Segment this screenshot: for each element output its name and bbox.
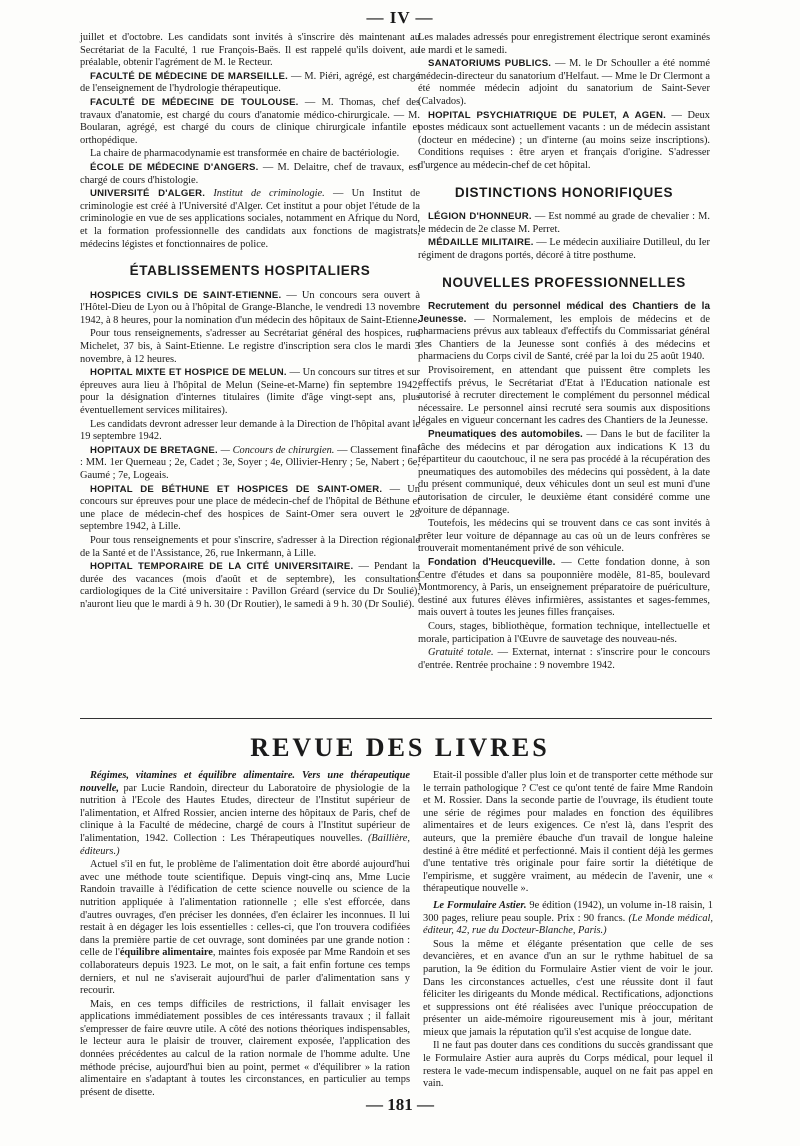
book-title: Régimes, vitamines et équilibre alimentaire. Vers une thérapeutique nouvelle,	[80, 770, 410, 794]
notice-heading: UNIVERSITÉ D'ALGER.	[90, 188, 206, 200]
paragraph: juillet et d'octobre. Les candidats sont invités à s'inscrire dès maintenant au Secrétariat de la Faculté, 1 rue François-Baës. Il est rappelé qu'ils doivent, au préalable, obtenir l'agrément de M. le Recteur.	[80, 32, 420, 69]
paragraph: Toutefois, les médecins qui se trouvent dans ce cas sont invités à prêter leur voiture de dépannage au cas où un de leurs confrères se trouverait momentanément privé de son véhicule.	[418, 518, 710, 555]
notice-subtitle: — Concours de chirurgien.	[217, 444, 335, 456]
notice-alger	[80, 188, 420, 251]
notice-body: — Un concours sera ouvert à l'Hôtel-Dieu de Lyon ou à l'hôpital de Grange-Blanche, le vendredi 13 novembre 1942, à 8 heures, pour la nomination d'un médecin des hôpitaux de Saint-Etienne.	[80, 289, 420, 326]
review-column-left	[80, 770, 410, 1100]
section-title-nouvelles: NOUVELLES PROFESSIONNELLES	[442, 274, 686, 290]
notice-heading: HOPITAUX DE BRETAGNE.	[90, 444, 218, 456]
notice-heading: ÉCOLE DE MÉDECINE D'ANGERS.	[90, 161, 259, 173]
notice-heading: FACULTÉ DE MÉDECINE DE MARSEILLE.	[90, 70, 288, 82]
notice-recrutement	[418, 301, 710, 364]
review-paragraph: Mais, en ces temps difficiles de restrictions, il fallait envisager les applications immédiatement possibles de ces intéressants travaux ; il fallait s'empresser de faire œuvre utile. A côté des notions théoriques indispensables, le lecteur aura le plaisir de trouver, clairement exposée, l'application des données précédentes au calcul de la ration normale de l'homme adulte. Une méthode précise, aujourd'hui bien au point, permet « d'équilibrer » la ration alimentaire en s'adaptant à toutes les circonstances, en particulier au temps présent de disette.	[80, 998, 410, 1098]
notice-bretagne	[80, 445, 420, 483]
notice-sanatoriums	[418, 58, 710, 108]
book-description: 9e édition (1942), un volume in-18 raisin, 1 300 pages, reliure peau souple. Prix : 90 francs.	[423, 899, 713, 924]
notice-body: — Pendant la durée des vacances (mois d'août et de septembre), les consultations cardiologiques de la Cité universitaire : Pavillon Gréard (service du Dr Soulié), n'auront lieu que le mardi à 9 h. 30 (Dr Routier), le samedi à 9 h. 30 (Dr Soulié).	[80, 561, 420, 610]
notice-cite	[80, 561, 420, 611]
revue-des-livres-title: REVUE DES LIVRES	[250, 733, 550, 762]
section-divider	[80, 718, 712, 719]
paragraph: Les malades adressés pour enregistrement électrique seront examinés le mardi et le samedi.	[418, 32, 710, 56]
notice-marseille	[80, 71, 420, 96]
review-text: Actuel s'il en fut, le problème de l'alimentation doit être abordé aujourd'hui avec une méthode toute scientifique. Depuis vingt-cinq ans, Mme Lucie Randoin travaille à l'édification de cette science nouvelle ou science de la nutrition appliquée à l'alimentation rationnelle ; elle s'est efforcée, dans d'autres ouvrages, d'en préciser les données, d'en éclairer les inconnues. Il lui restait à en dégager les lois essentielles : celles-ci, que l'on trouvera codifiées dans la première partie de cet ouvrage, sont dominées par une grande notion : celle de l'	[80, 859, 410, 959]
notice-body: — M. Piéri, agrégé, est chargé de l'enseignement de l'hydrologie thérapeutique.	[80, 70, 420, 95]
section-title-distinctions: DISTINCTIONS HONORIFIQUES	[454, 184, 674, 200]
column-right	[418, 32, 710, 673]
paragraph: Les candidats devront adresser leur demande à la Direction de l'hôpital avant le 19 septembre 1942.	[80, 418, 420, 443]
review-column-right	[423, 770, 713, 1092]
notice-subtitle: Institut de criminologie.	[205, 188, 325, 200]
notice-heading: HOSPICES CIVILS DE SAINT-ETIENNE.	[90, 289, 282, 301]
review-paragraph: Etait-il possible d'aller plus loin et de transporter cette méthode sur le terrain pathologique ? C'est ce qu'ont tenté de faire Mme Randoin et M. Rossier. Dans la seconde partie de l'ouvrage, ils étudient toute une série de régimes pour malades en fonction des équilibres alimentaires et de leurs exigences. Ce n'est là, dans l'esprit des auteurs, que la première ébauche d'un travail de longue haleine destiné à être médité et perfectionné. Mais il contient déjà les germes d'une tentative très originale pour faire sortir la diététique de l'empirisme, et suggère vraiment, au médecin de l'avenir, une « thérapeutique nouvelle ».	[423, 770, 713, 895]
notice-medaille	[418, 237, 710, 262]
paragraph: La chaire de pharmacodynamie est transformée en chaire de bactériologie.	[90, 148, 400, 160]
notice-body: — Classement final : MM. 1er Querneau ; 2e, Cadet ; 3e, Soyer ; 4e, Ollivier-Henry ; 5e, Nabert ; 6e, Gaumé ; 7e, Logeais.	[80, 444, 420, 481]
review-paragraph: Il ne faut pas douter dans ces conditions du succès grandissant que le Formulaire Astier aura auprès du Corps médical, pour lequel il restera le vade-mecum indispensable, auquel on ne fait pas appel en vain.	[423, 1040, 713, 1090]
review-paragraph: Sous la même et élégante présentation que celle de ses devancières, et en avance d'un an sur le rythme habituel de sa parution, la 9e édition du Formulaire Astier vient de voir le jour. Dans les circonstances actuelles, c'est une réussite dont il faut féliciter les dirigeants du Monde médical. Rectifications, adjonctions et suppressions ont été réalisées avec l'unique préoccupation de présenter un aide-mémoire rigoureusement mis à jour, méritant mieux que jamais la réputation qu'il s'est acquise de longue date.	[423, 938, 713, 1038]
notice-pulet	[418, 110, 710, 173]
notice-body: — Un Institut de criminologie est créé à l'Université d'Alger. Cet institut a pour objet l'étude de la criminologie en vue de ses applications sociales, notamment en Afrique du Nord, et la formation professionnelle des candidats aux fonctions de magistrats, médecins légistes et fonctionnaires de police.	[80, 188, 420, 250]
notice-body: — Dans le but de faciliter la tâche des médecins et par dérogation aux indications K 13 du répartiteur du caoutchouc, il ne sera pas procédé à la récupération des pneumatiques des automobiles des médecins qui possèdent, à la date du présent communiqué, deux véhicules dont un seul est muni d'une autorisation de circuler, le deuxième étant considéré comme une voiture de dépannage.	[418, 429, 710, 516]
column-left	[80, 32, 420, 613]
book-publisher: (Le Monde médical, éditeur, 42, rue du Docteur-Blanche, Paris.)	[423, 912, 713, 937]
notice-body: — Externat, internat : s'inscrire pour le concours d'entrée. Rentrée prochaine : 9 novembre 1942.	[418, 647, 710, 671]
notice-legion	[418, 211, 710, 236]
notice-heucqueville	[418, 557, 710, 620]
notice-heading: FACULTÉ DE MÉDECINE DE TOULOUSE.	[90, 96, 299, 108]
book-authors: par Lucie Randoin, directeur du Laboratoire de physiologie de la nutrition à l'Ecole des Hautes Etudes, directeur de l'Institut supérieur de l'alimentation, et Alfred Rossier, ancien interne des hôpitaux de Paris, chef de clinique à la Faculté de médecine, chargé de cours à l'Institut supérieur de l'alimentation, 1942. Collection : Les Thérapeutiques nouvelles.	[80, 782, 410, 844]
review-text: , maintes fois exposée par Mme Randoin et ses collaborateurs depuis 1923. Le mot, on le sait, a fait enfin fortune ces temps derniers, et nul ne s'aviserait aujourd'hui de parler d'alimentation sans y recourir.	[80, 947, 410, 997]
book-entry-randoin	[80, 770, 410, 858]
notice-st-etienne	[80, 290, 420, 328]
paragraph: Pour tous renseignements et pour s'inscrire, s'adresser à la Direction régionale de la Santé et de l'Assistance, 26, rue Inkermann, à Lille.	[80, 534, 420, 559]
notice-heading: HOPITAL PSYCHIATRIQUE DE PULET, A AGEN.	[428, 109, 666, 121]
notice-body: — M. Delaitre, chef de travaux, est chargé de cours d'histologie.	[80, 161, 420, 186]
emphasis-text: équilibre alimentaire	[119, 947, 213, 959]
notice-heading: LÉGION D'HONNEUR.	[428, 211, 532, 223]
notice-body: — Normalement, les emplois de médecins et de pharmaciens prévus aux tableaux d'effectifs du Commissariat général des Chantiers de la Jeunesse sont confiés à des médecins et pharmaciens du Corps civil de Santé, créé par la loi du 25 août 1940.	[418, 313, 710, 363]
book-title: Le Formulaire Astier.	[433, 899, 527, 911]
page-header-folio: — IV —	[366, 8, 434, 27]
notice-heading: HOPITAL DE BÉTHUNE ET HOSPICES DE SAINT-OMER.	[90, 483, 383, 495]
paragraph: Provisoirement, en attendant que puissent être complets les effectifs prévus, le Secrétariat d'Etat à l'Education nationale est autorisé à recruter directement le complément du personnel médical nécessaire. Le personnel ainsi recruté sera soumis aux dispositions légales en vigueur concernant les cadres des Chantiers de la Jeunesse.	[418, 365, 710, 427]
notice-pneumatiques	[418, 429, 710, 517]
notice-body: — Un concours sur épreuves pour une place de médecin-chef de l'hôpital de Béthune et une place de médecin-chef des hospices de Saint-Omer sera ouvert le 28 septembre 1942, à Lille.	[80, 483, 420, 533]
paragraph	[418, 647, 710, 672]
notice-heading: Fondation d'Heucqueville.	[428, 556, 556, 568]
notice-heading: MÉDAILLE MILITAIRE.	[428, 237, 534, 249]
notice-body: — M. Thomas, chef des travaux d'anatomie, est chargé du cours d'anatomie médico-chirurgicale. — M. Boularan, agrégé, est chargé du cours de clinique chirurgicale infantile et orthopédique.	[80, 96, 420, 146]
notice-bethune	[80, 484, 420, 534]
book-publisher: (Baillière, éditeurs.)	[80, 832, 410, 857]
section-title-etablissements: ÉTABLISSEMENTS HOSPITALIERS	[129, 263, 371, 279]
notice-body: — Le médecin auxiliaire Dutilleul, du Ier régiment de dragons portés, décoré à titre posthume.	[418, 237, 710, 261]
notice-melun	[80, 367, 420, 417]
paragraph: Cours, stages, bibliothèque, formation technique, intellectuelle et morale, participation à l'Œuvre de sauvetage des nouveau-nés.	[418, 620, 710, 645]
review-paragraph	[80, 859, 410, 998]
notice-heading: SANATORIUMS PUBLICS.	[428, 58, 552, 70]
notice-angers	[80, 162, 420, 187]
paragraph: Pour tous renseignements, s'adresser au Secrétariat général des hospices, rue Michelet, 37 bis, à Saint-Etienne. Le registre d'inscription sera clos le mardi 3 novembre, à 12 heures.	[80, 328, 420, 365]
notice-heading: HOPITAL MIXTE ET HOSPICE DE MELUN.	[90, 367, 287, 379]
notice-heading: Recrutement du personnel médical des Chantiers de la Jeunesse.	[418, 301, 710, 325]
book-entry-astier	[423, 900, 713, 938]
notice-body: — Deux postes médicaux sont actuellement vacants : un de médecin assistant (docteur en médecine) ; un d'interne (au moins seize inscriptions). Conditions requises : être aryen et français d'origine. S'adresser d'urgence au médecin-chef de cet hôpital.	[418, 109, 710, 171]
emphasis-text: Gratuité totale.	[428, 647, 494, 659]
notice-body: — Est nommé au grade de chevalier : M. le médecin de 2e classe M. Perret.	[418, 211, 710, 235]
notice-body: — M. le Dr Schouller a été nommé médecin-directeur du sanatorium d'Helfaut. — Mme le Dr Clermont a été nommée médecin adjoint du sanatorium de Saint-Sever (Calvados).	[418, 58, 710, 107]
notice-toulouse	[80, 97, 420, 147]
page-number: — 181 —	[366, 1095, 434, 1114]
notice-heading: Pneumatiques des automobiles.	[428, 429, 583, 441]
notice-body: — Cette fondation donne, à son Centre d'études et dans sa pouponnière modèle, 81-85, boulevard Montmorency, à Paris, un enseignement préparatoire de puériculture, destiné aux futures élèves infirmières, assistantes et sages-femmes, mais ouvert à toutes les jeunes filles françaises.	[418, 556, 711, 619]
notice-body: — Un concours sur titres et sur épreuves aura lieu à l'hôpital de Melun (Seine-et-Marne) fin septembre 1942, pour la désignation d'internes titulaires (limite d'âge vingt-sept ans, plus éventuellement services militaires).	[80, 367, 420, 417]
notice-heading: HOPITAL TEMPORAIRE DE LA CITÉ UNIVERSITAIRE.	[90, 561, 354, 573]
